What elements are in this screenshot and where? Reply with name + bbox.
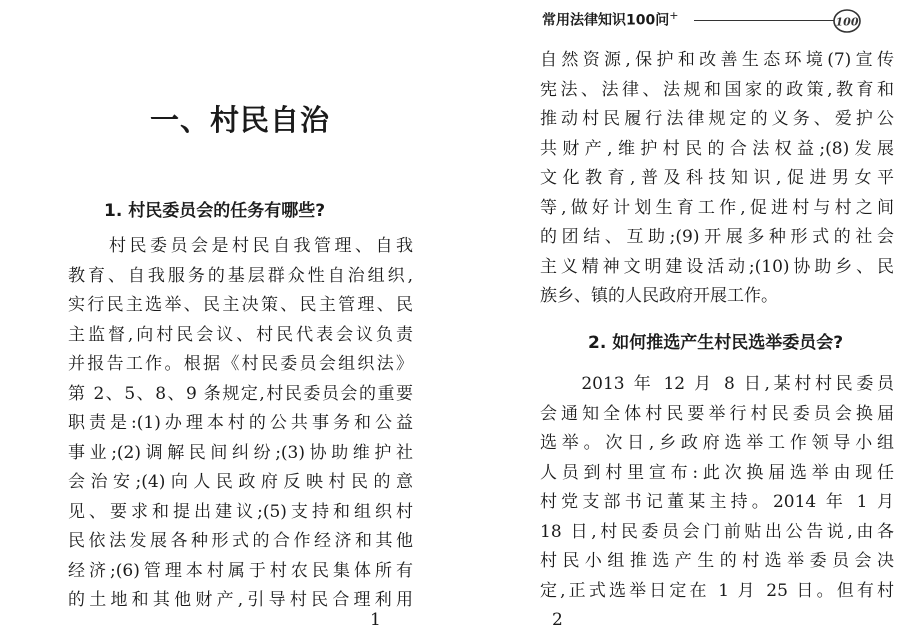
right-body-text-2 bbox=[540, 370, 894, 606]
header-rule bbox=[694, 20, 834, 21]
text-line: 经济;(6)管理本村属于村农民集体所有 bbox=[68, 560, 413, 581]
text-line: 定,正式选举日定在 1 月 25 日。但有村 bbox=[540, 580, 894, 601]
text-line: 实行民主选举、民主决策、民主管理、民 bbox=[68, 295, 413, 315]
question-1-heading: 1. 村民委员会的任务有哪些? bbox=[104, 201, 326, 221]
text-line: 村民小组推选产生的村选举委员会决 bbox=[540, 551, 894, 571]
running-header bbox=[542, 9, 678, 30]
text-line: 2013 年 12 月 8 日,某村村民委员 bbox=[540, 374, 894, 394]
text-line: 村民委员会是村民自我管理、自我 bbox=[68, 236, 413, 256]
page-number-left: 1 bbox=[370, 610, 381, 630]
text-line: 选举。次日,乡政府选举工作领导小组 bbox=[540, 433, 894, 453]
text-line: 推动村民履行法律规定的义务、爱护公 bbox=[540, 109, 894, 129]
text-line: 主义精神文明建设活动;(10)协助乡、民 bbox=[540, 256, 894, 277]
text-line: 见、要求和提出建议;(5)支持和组织村 bbox=[68, 501, 413, 522]
header-100-badge-icon bbox=[832, 8, 862, 34]
text-line: 会通知全体村民要举行村民委员会换届 bbox=[540, 403, 894, 424]
text-line: 村党支部书记董某主持。2014 年 1 月 bbox=[540, 492, 894, 512]
text-line: 主监督,向村民会议、村民代表会议负责 bbox=[68, 324, 413, 345]
text-line: 族乡、镇的人民政府开展工作。 bbox=[540, 286, 778, 306]
text-line: 并报告工作。根据《村民委员会组织法》 bbox=[68, 354, 413, 374]
text-line: 18 日,村民委员会门前贴出公告说,由各 bbox=[540, 521, 894, 542]
text-line: 的土地和其他财产,引导村民合理利用 bbox=[68, 590, 413, 610]
left-body-text bbox=[68, 232, 413, 616]
text-line: 事业;(2)调解民间纠纷;(3)协助维护社 bbox=[68, 442, 413, 463]
text-line: 第 2、5、8、9 条规定,村民委员会的重要 bbox=[68, 383, 413, 404]
text-line: 民依法发展各种形式的合作经济和其他 bbox=[68, 531, 413, 551]
text-line: 人员到村里宣布:此次换届选举由现任 bbox=[540, 462, 894, 483]
text-line: 的团结、互助;(9)开展多种形式的社会 bbox=[540, 227, 894, 247]
page-number-right: 2 bbox=[552, 610, 563, 630]
chapter-title: 一、村民自治 bbox=[150, 103, 331, 137]
question-2-heading: 2. 如何推选产生村民选举委员会? bbox=[588, 333, 844, 353]
text-line: 文化教育,普及科技知识,促进男女平 bbox=[540, 168, 894, 188]
text-line: 等,做好计划生育工作,促进村与村之间 bbox=[540, 197, 894, 218]
text-line: 教育、自我服务的基层群众性自治组织, bbox=[68, 265, 413, 286]
running-header-suffix: + bbox=[669, 9, 679, 22]
text-line: 职责是:(1)办理本村的公共事务和公益 bbox=[68, 413, 413, 433]
text-line: 会治安;(4)向人民政府反映村民的意 bbox=[68, 472, 413, 492]
text-line: 共财产,维护村民的合法权益;(8)发展 bbox=[540, 138, 894, 159]
text-line: 自然资源,保护和改善生态环境(7)宣传 bbox=[540, 50, 894, 70]
right-page bbox=[462, 0, 924, 640]
text-line: 宪法、法律、法规和国家的政策,教育和 bbox=[540, 79, 894, 100]
right-body-text-1 bbox=[540, 46, 894, 312]
header-badge-text: 100 bbox=[835, 15, 859, 29]
running-header-title: 常用法律知识100问 bbox=[542, 12, 670, 29]
